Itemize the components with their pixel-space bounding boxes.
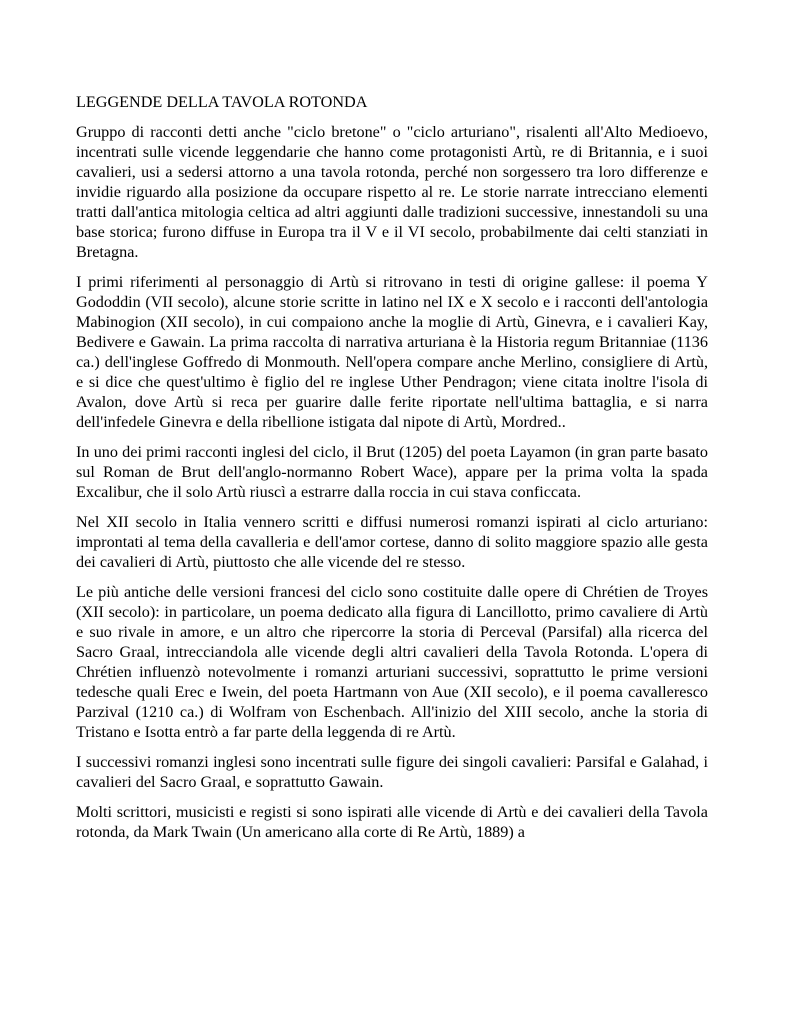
document-page: [76, 92, 708, 852]
paragraph-welsh-sources: I primi riferimenti al personaggio di Artù si ritrovano in testi di origine gallese: il poema Y Gododdin (VII secolo), alcune storie scritte in latino nel IX e X secolo e i racconti dell'antologia Mabinogion (XII secolo), in cui compaiono anche la moglie di Artù, Ginevra, e i cavalieri Kay, Bedivere e Gawain. La prima raccolta di narrativa arturiana è la Historia regum Britanniae (1136 ca.) dell'inglese Goffredo di Monmouth. Nell'opera compare anche Merlino, consigliere di Artù, e si dice che quest'ultimo è figlio del re inglese Uther Pendragon; viene citata inoltre l'isola di Avalon, dove Artù si reca per guarire dalle ferite riportate nell'ultima battaglia, e si narra dell'infedele Ginevra e della ribellione istigata dal nipote di Artù, Mordred..: [76, 273, 708, 431]
paragraph-brut-excalibur: In uno dei primi racconti inglesi del ciclo, il Brut (1205) del poeta Layamon (in gran parte basato sul Roman de Brut dell'anglo-normanno Robert Wace), appare per la prima volta la spada Excalibur, che il solo Artù riuscì a estrarre dalla roccia in cui stava conficcata.: [76, 443, 708, 501]
paragraph-italian-romances: Nel XII secolo in Italia vennero scritti e diffusi numerosi romanzi ispirati al ciclo arturiano: improntati al tema della cavalleria e dell'amor cortese, danno di solito maggiore spazio alle gesta dei cavalieri di Artù, piuttosto che alle vicende del re stesso.: [76, 513, 708, 571]
paragraph-french-versions: Le più antiche delle versioni francesi del ciclo sono costituite dalle opere di Chrétien de Troyes (XII secolo): in particolare, un poema dedicato alla figura di Lancillotto, primo cavaliere di Artù e suo rivale in amore, e un altro che ripercorre la storia di Perceval (Parsifal) alla ricerca del Sacro Graal, intrecciandola alle vicende degli altri cavalieri della Tavola Rotonda. L'opera di Chrétien influenzò notevolmente i romanzi arturiani successivi, soprattutto le prime versioni tedesche quali Erec e Iwein, del poeta Hartmann von Aue (XII secolo), e il poema cavalleresco Parzival (1210 ca.) di Wolfram von Eschenbach. All'inizio del XIII secolo, anche la storia di Tristano e Isotta entrò a far parte della leggenda di re Artù.: [76, 583, 708, 741]
paragraph-modern-influence: Molti scrittori, musicisti e registi si sono ispirati alle vicende di Artù e dei cavalieri della Tavola rotonda, da Mark Twain (Un americano alla corte di Re Artù, 1889) a: [76, 803, 708, 841]
paragraph-english-romances: I successivi romanzi inglesi sono incentrati sulle figure dei singoli cavalieri: Parsifal e Galahad, i cavalieri del Sacro Graal, e soprattutto Gawain.: [76, 753, 708, 791]
document-title: LEGGENDE DELLA TAVOLA ROTONDA: [76, 93, 368, 111]
paragraph-intro: Gruppo di racconti detti anche "ciclo bretone" o "ciclo arturiano", risalenti all'Alto Medioevo, incentrati sulle vicende leggendarie che hanno come protagonisti Artù, re di Britannia, e i suoi cavalieri, usi a sedersi attorno a una tavola rotonda, perché non sorgessero tra loro differenze e invidie riguardo alla posizione da occupare rispetto al re. Le storie narrate intrecciano elementi tratti dall'antica mitologia celtica ad altri aggiunti dalle tradizioni successive, innestandoli su una base storica; furono diffuse in Europa tra il V e il VI secolo, probabilmente dai celti stanziati in Bretagna.: [76, 123, 708, 261]
